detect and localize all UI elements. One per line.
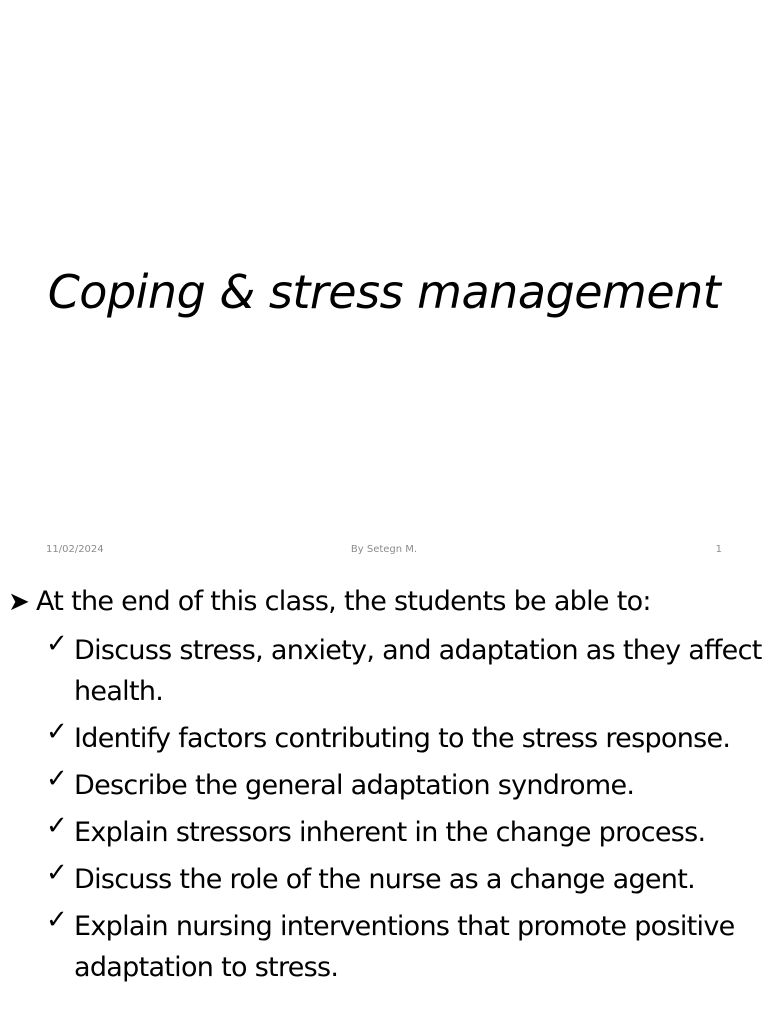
footer-author: By Setegn M. xyxy=(350,544,418,555)
check-mark-icon: ✓ xyxy=(46,629,68,659)
objective-text: Explain nursing interventions that promote positive adaptation to stress. xyxy=(74,911,735,983)
footer-page-number: 1 xyxy=(715,544,722,555)
objectives-intro-text: At the end of this class, the students be able to: xyxy=(36,586,651,617)
objective-text: Discuss the role of the nurse as a change agent. xyxy=(74,864,695,895)
arrow-bullet-icon: ➤ xyxy=(8,587,30,617)
check-mark-icon: ✓ xyxy=(46,858,68,888)
check-mark-icon: ✓ xyxy=(46,905,68,935)
check-mark-icon: ✓ xyxy=(46,811,68,841)
list-item xyxy=(46,765,766,806)
check-mark-icon: ✓ xyxy=(46,764,68,794)
check-mark-icon: ✓ xyxy=(46,717,68,747)
objective-text: Describe the general adaptation syndrome. xyxy=(74,770,635,801)
list-item xyxy=(46,718,766,759)
objectives-intro xyxy=(8,582,651,622)
objective-text: Discuss stress, anxiety, and adaptation as they affect health. xyxy=(74,635,762,707)
objective-text: Explain stressors inherent in the change process. xyxy=(74,817,706,848)
list-item xyxy=(46,906,766,988)
objective-text: Identify factors contributing to the stress response. xyxy=(74,723,731,754)
footer-date: 11/02/2024 xyxy=(46,544,104,555)
slide-title: Coping & stress management xyxy=(47,265,721,319)
list-item xyxy=(46,859,766,900)
objectives-slide xyxy=(0,576,768,1024)
list-item xyxy=(46,812,766,853)
objectives-list xyxy=(46,630,766,994)
list-item xyxy=(46,630,766,712)
